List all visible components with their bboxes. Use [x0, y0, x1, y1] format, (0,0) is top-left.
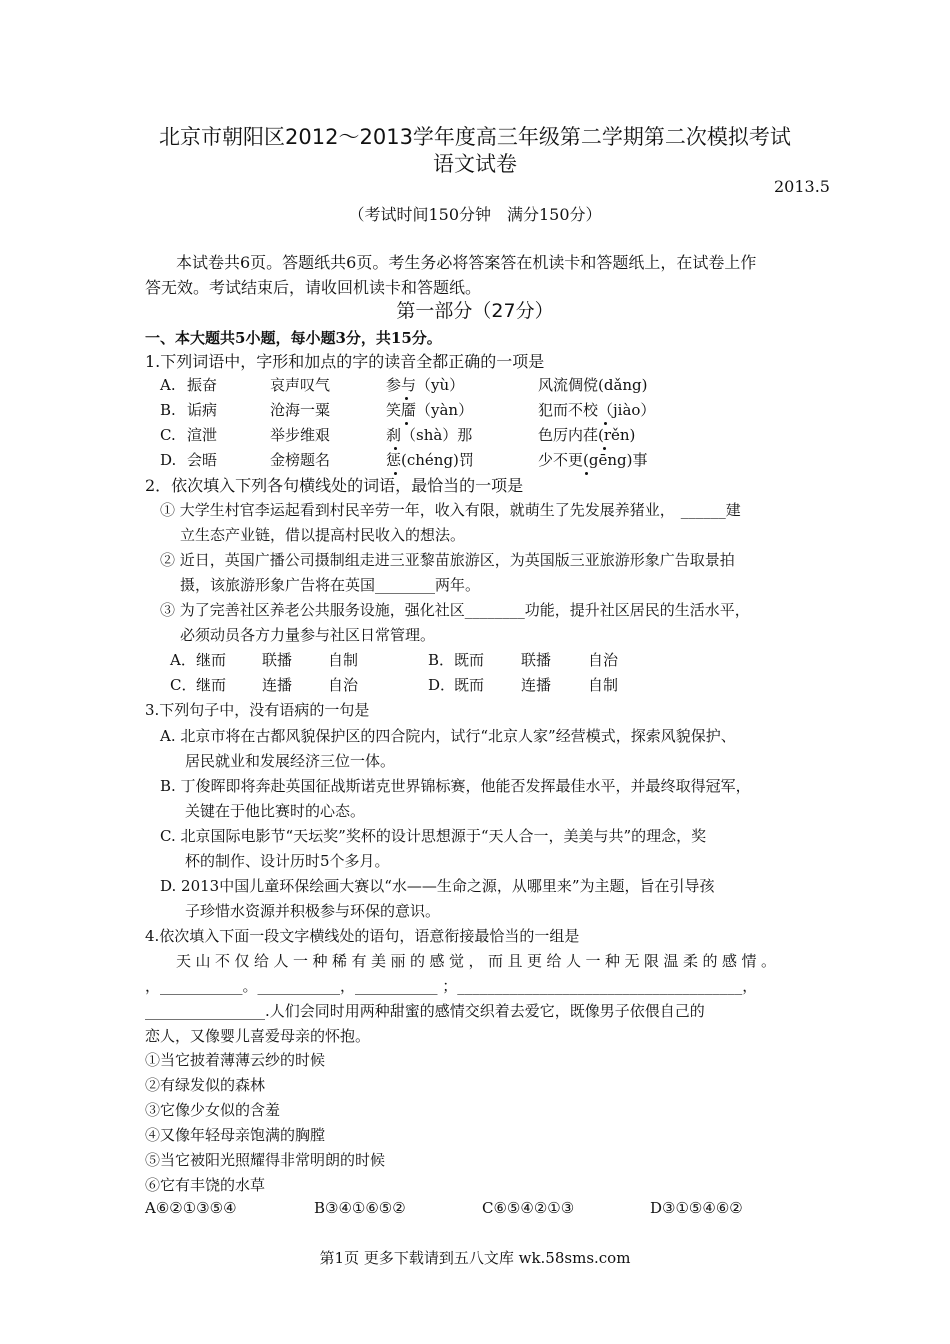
q1-stem: 1.下列词语中，字形和加点的字的读音全都正确的一项是: [145, 352, 545, 371]
option-word: 色厉内荏(rěn): [538, 426, 636, 444]
q4-item: ⑥它有丰饶的水草: [145, 1176, 266, 1194]
option-word: 继而: [196, 676, 227, 694]
option-label: D.: [160, 451, 177, 469]
q2-stem: 2．依次填入下列各句横线处的词语，最恰当的一项是: [145, 476, 524, 495]
option-label: A．: [170, 651, 196, 669]
q2-sentence1-cont: 立生态产业链，借以提高村民收入的想法。: [180, 526, 466, 544]
emphasis-dot: [405, 422, 408, 425]
q4-item: ③它像少女似的含羞: [145, 1101, 281, 1119]
q4-option-b: B③④①⑥⑤②: [314, 1199, 406, 1217]
emphasis-dot: [604, 422, 607, 425]
option-word: 金榜题名: [270, 451, 331, 469]
q2-sentence2: ② 近日，英国广播公司摄制组走进三亚黎苗旅游区，为英国版三亚旅游形象广告取景拍: [160, 551, 735, 569]
q4-option-d: D③①⑤④⑥②: [650, 1199, 743, 1217]
emphasis-dot: [603, 447, 606, 450]
option-word: 诟病: [187, 401, 218, 419]
part-title: 第一部分（27分）: [396, 300, 554, 322]
q3-option-a-cont: 居民就业和发展经济三位一体。: [185, 752, 396, 770]
emphasis-dot: [394, 472, 397, 475]
option-word: 自治: [328, 676, 359, 694]
intro-line2: 答无效。考试结束后，请收回机读卡和答题纸。: [145, 278, 482, 297]
option-label: C.: [160, 426, 176, 444]
q4-passage-line1: 天山不仅给人一种稀有美丽的感觉，而且更给人一种无限温柔的感情。: [176, 952, 781, 970]
q3-option-c: C. 北京国际电影节“天坛奖”奖杯的设计思想源于“天人合一，美美与共”的理念，奖: [160, 827, 707, 845]
option-label: C．: [170, 676, 197, 694]
exam-title-line2: 语文试卷: [433, 152, 517, 176]
option-word: 惩(chéng)罚: [386, 451, 474, 469]
emphasis-dot: [405, 397, 408, 400]
page-footer: 第1页 更多下载请到五八文库 wk.58sms.com: [319, 1249, 631, 1267]
sentence-text: ① 大学生村官李运起看到村民辛劳一年，收入有限，就萌生了先发展养猪业，: [160, 501, 675, 519]
option-word: 风流倜傥(dǎng): [538, 376, 648, 394]
option-word: 少不更(gēng)事: [538, 451, 648, 469]
q4-stem: 4.依次填入下面一段文字横线处的语句，语意衔接最恰当的一组是: [145, 927, 580, 945]
option-word: 犯而不校（jiào）: [538, 401, 656, 419]
q3-option-d-cont: 子珍惜水资源并积极参与环保的意识。: [185, 902, 441, 920]
q2-sentence3-cont: 必须动员各方力量参与社区日常管理。: [180, 626, 436, 644]
option-word: 振奋: [187, 376, 218, 394]
q2-sentence3: ③ 为了完善社区养老公共服务设施，强化社区________功能，提升社区居民的生活水平，: [160, 601, 750, 619]
q3-option-d: D. 2013中国儿童环保绘画大赛以“水——生命之源，从哪里来”为主题，旨在引导孩: [160, 877, 715, 895]
option-label: A.: [160, 376, 176, 394]
q3-stem: 3.下列句子中，没有语病的一句是: [145, 701, 370, 719]
blank: ______: [680, 501, 726, 519]
option-word: 自制: [328, 651, 359, 669]
exam-title-line1: 北京市朝阳区2012～2013学年度高三年级第二学期第二次模拟考试: [159, 125, 791, 149]
q4-option-c: C⑥⑤④②①③: [482, 1199, 575, 1217]
q3-option-a: A. 北京市将在古都风貌保护区的四合院内，试行“北京人家”经营模式，探索风貌保护、: [160, 727, 736, 745]
q4-option-a: A⑥②①③⑤④: [145, 1199, 237, 1217]
q4-item: ⑤当它被阳光照耀得非常明朗的时候: [145, 1151, 386, 1169]
q4-passage-line2: ________________.人们会同时用两种甜蜜的感情交织着去爱它，既像男子依偎自己的: [145, 1002, 705, 1020]
q3-option-c-cont: 杯的制作、设计历时5个多月。: [185, 852, 390, 870]
emphasis-dot: [394, 447, 397, 450]
option-word: 沧海一粟: [270, 401, 331, 419]
exam-info: （考试时间150分钟 满分150分）: [348, 205, 602, 224]
option-word: 继而: [196, 651, 227, 669]
q4-item: ②有绿发似的森林: [145, 1076, 266, 1094]
option-word: 联播: [262, 651, 293, 669]
option-word: 举步维艰: [270, 426, 331, 444]
intro-line1: 本试卷共6页。答题纸共6页。考生务必将答案答在机读卡和答题纸上，在试卷上作: [176, 253, 757, 272]
option-word: 既而: [454, 676, 485, 694]
emphasis-dot: [585, 472, 588, 475]
option-word: 会晤: [187, 451, 218, 469]
option-word: 参与（yù）: [386, 376, 465, 394]
option-word: 刹（shà）那: [386, 426, 473, 444]
sentence-text: 建: [725, 501, 741, 519]
option-label: D．: [428, 676, 456, 694]
option-word: 既而: [454, 651, 485, 669]
exam-date: 2013.5: [774, 177, 830, 196]
q3-option-b-cont: 关键在于他比赛时的心态。: [185, 802, 366, 820]
option-word: 哀声叹气: [270, 376, 331, 394]
option-word: 连播: [521, 676, 552, 694]
q4-item: ④又像年轻母亲饱满的胸膛: [145, 1126, 326, 1144]
option-word: 自治: [588, 651, 619, 669]
q2-sentence2-cont: 摄，该旅游形象广告将在英国________两年。: [180, 576, 481, 594]
q4-blanks-line: ，___________。___________，___________ ；______________________________________，: [145, 977, 758, 995]
q4-item: ①当它披着薄薄云纱的时候: [145, 1051, 326, 1069]
option-word: 笑靥（yàn）: [386, 401, 474, 419]
option-label: B.: [160, 401, 176, 419]
option-label: B．: [428, 651, 455, 669]
option-word: 自制: [588, 676, 619, 694]
option-word: 连播: [262, 676, 293, 694]
q3-option-b: B. 丁俊晖即将奔赴英国征战斯诺克世界锦标赛，他能否发挥最佳水平，并最终取得冠军，: [160, 777, 751, 795]
q4-passage-line3: 恋人，又像婴儿喜爱母亲的怀抱。: [145, 1027, 371, 1045]
option-word: 渲泄: [187, 426, 218, 444]
section-heading: 一、本大题共5小题，每小题3分，共15分。: [145, 329, 442, 347]
option-word: 联播: [521, 651, 552, 669]
q2-sentence1: [160, 500, 741, 520]
